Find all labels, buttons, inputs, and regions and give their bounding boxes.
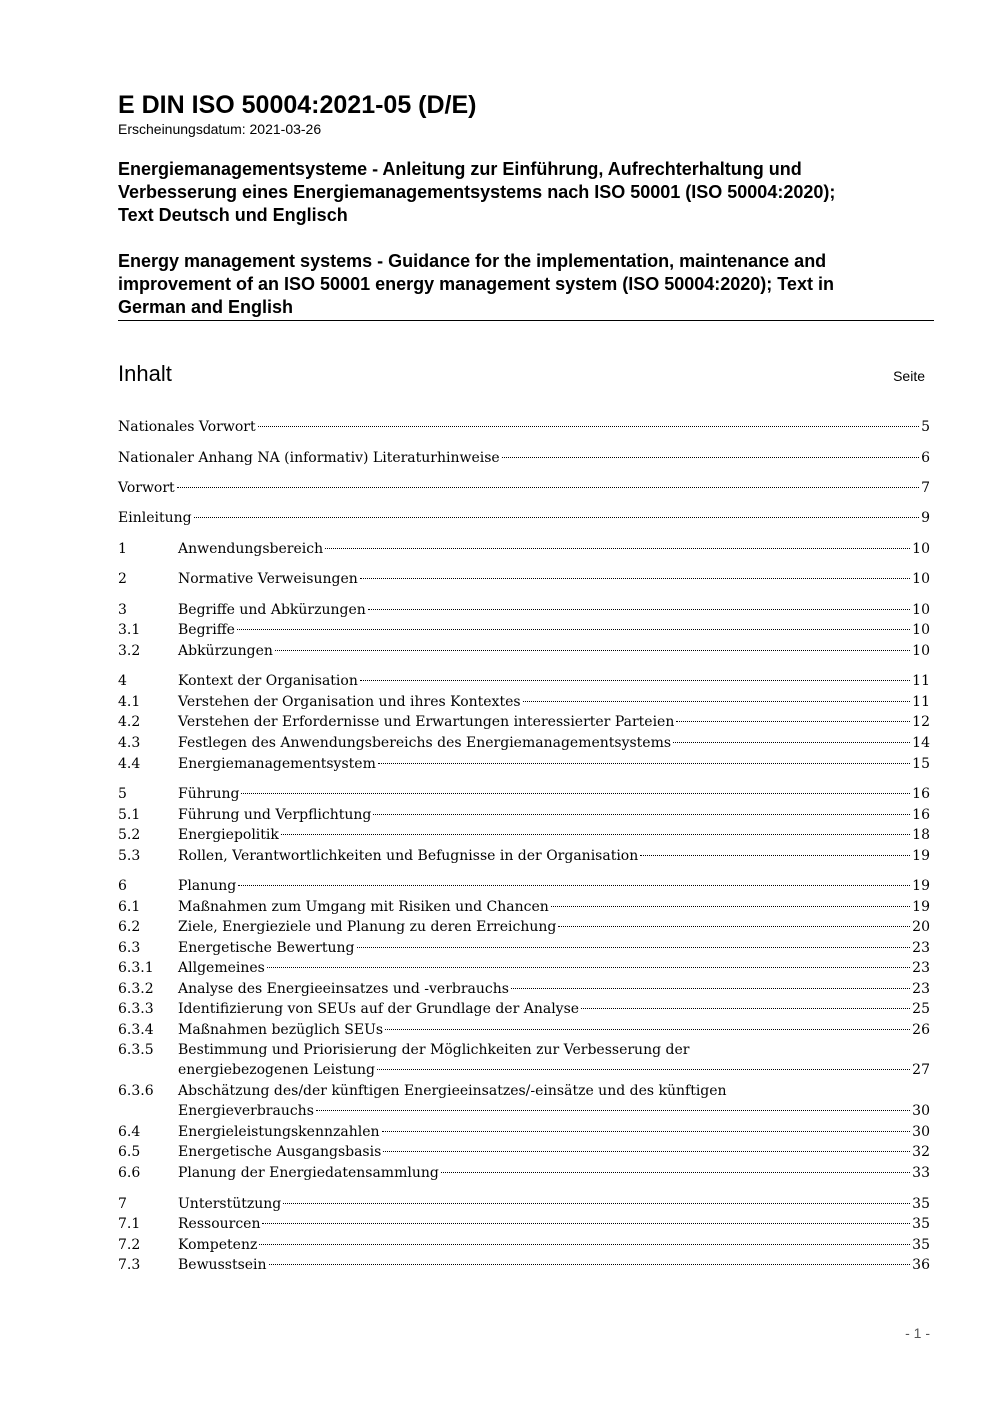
toc-entry-number: 6.2 <box>118 919 141 935</box>
toc-entry[interactable] <box>118 1235 930 1255</box>
toc-entry-text <box>178 1081 930 1121</box>
title-german-line: Energiemanagementsysteme - Anleitung zur Einführung, Aufrechterhaltung und <box>118 159 802 179</box>
toc-entry-page: 19 <box>912 899 930 915</box>
toc-entry[interactable] <box>118 641 930 661</box>
toc-entry[interactable] <box>118 1255 930 1275</box>
toc-entry-title: Kompetenz <box>178 1237 258 1253</box>
toc-entry-title: Normative Verweisungen <box>178 571 358 587</box>
toc-entry-number: 6.3.4 <box>118 1022 154 1038</box>
toc-entry-number: 4.4 <box>118 756 141 772</box>
toc-entry-page: 10 <box>912 602 930 618</box>
toc-entry-number: 6.4 <box>118 1124 141 1140</box>
toc-entry-page: 33 <box>912 1165 930 1181</box>
toc-entry-text <box>178 876 930 896</box>
toc-entry-text <box>178 805 930 825</box>
toc-leader-dots <box>502 457 919 458</box>
toc-leader-dots <box>640 855 910 856</box>
toc-entry-title: Nationaler Anhang NA (informativ) Literaturhinweise <box>118 450 500 466</box>
toc-leader-dots <box>368 609 910 610</box>
toc-entry-page: 12 <box>912 714 930 730</box>
toc-entry[interactable] <box>118 805 930 825</box>
toc-entry[interactable] <box>118 897 930 917</box>
toc-entry-number: 5 <box>118 786 127 802</box>
toc-entry[interactable] <box>118 1142 930 1162</box>
toc-entry-title: Maßnahmen bezüglich SEUs <box>178 1022 384 1038</box>
toc-leader-dots <box>267 967 910 968</box>
toc-entry-number: 1 <box>118 541 127 557</box>
toc-entry-title: Abschätzung des/der künftigen Energieeinsatzes/-einsätze und des künftigen <box>178 1083 727 1099</box>
toc-entry-title: Verstehen der Erfordernisse und Erwartungen interessierter Parteien <box>178 714 675 730</box>
toc-entry-page: 5 <box>921 419 930 435</box>
toc-entry-text <box>178 979 930 999</box>
toc-entry[interactable] <box>118 1122 930 1142</box>
toc-leader-dots <box>177 487 919 488</box>
toc-entry-title: Rollen, Verantwortlichkeiten und Befugnisse in der Organisation <box>178 848 639 864</box>
toc-entry-page: 10 <box>912 571 930 587</box>
toc-entry-page: 7 <box>921 480 930 496</box>
toc-entry-title: Festlegen des Anwendungsbereichs des Energiemanagementsystems <box>178 735 672 751</box>
toc-entry[interactable] <box>118 1081 930 1121</box>
toc-entry-page: 9 <box>921 510 930 526</box>
toc-entry-title: Energetische Ausgangsbasis <box>178 1144 382 1160</box>
toc-entry[interactable] <box>118 917 930 937</box>
toc-leader-dots <box>258 426 920 427</box>
toc-entry-text <box>178 712 930 732</box>
toc-entry-title: Begriffe <box>178 622 235 638</box>
toc-entry-number: 6.5 <box>118 1144 141 1160</box>
toc-entry-number: 7.1 <box>118 1216 141 1232</box>
title-german-line: Text Deutsch und Englisch <box>118 205 348 225</box>
toc-entry-title-continued: Energieverbrauchs <box>178 1103 314 1119</box>
toc-entry[interactable] <box>118 478 930 498</box>
toc-entry-number: 7 <box>118 1196 127 1212</box>
toc-entry-title: Begriffe und Abkürzungen <box>178 602 366 618</box>
toc-leader-dots <box>262 1223 910 1224</box>
toc-entry-title: Einleitung <box>118 510 192 526</box>
toc-entry-page: 30 <box>912 1103 930 1119</box>
toc-leader-dots <box>269 1264 911 1265</box>
toc-leader-dots <box>194 517 920 518</box>
toc-entry-title: Vorwort <box>118 480 175 496</box>
toc-leader-dots <box>385 1029 910 1030</box>
toc-entry-number: 6.3.2 <box>118 981 154 997</box>
toc-entry-title: Ressourcen <box>178 1216 261 1232</box>
toc-entry-number: 3.2 <box>118 643 141 659</box>
toc-leader-dots <box>523 701 911 702</box>
toc-entry-number: 6.6 <box>118 1165 141 1181</box>
toc-entry-text <box>178 671 930 691</box>
toc-entry-page: 10 <box>912 622 930 638</box>
toc-entry-text <box>118 417 930 437</box>
title-divider <box>118 320 934 321</box>
toc-entry-text <box>178 958 930 978</box>
toc-page-label: Seite <box>893 368 925 384</box>
toc-entry[interactable] <box>118 569 930 589</box>
toc-entry-title: Bestimmung und Priorisierung der Möglichkeiten zur Verbesserung der <box>178 1042 690 1058</box>
toc-leader-dots <box>676 721 910 722</box>
toc-entry-text <box>178 1040 930 1080</box>
toc-entry-title: Planung <box>178 878 237 894</box>
toc-entry[interactable] <box>118 712 930 732</box>
toc-entry[interactable] <box>118 825 930 845</box>
toc-entry-text <box>178 641 930 661</box>
title-english-line: Energy management systems - Guidance for the implementation, maintenance and <box>118 251 827 271</box>
toc-entry-title: Führung und Verpflichtung <box>178 807 372 823</box>
toc-entry-number: 4.1 <box>118 694 141 710</box>
toc-entry-number: 6.1 <box>118 899 141 915</box>
toc-entry-text <box>178 1194 930 1214</box>
toc-entry-text <box>178 620 930 640</box>
toc-entry[interactable] <box>118 784 930 804</box>
toc-leader-dots <box>281 834 910 835</box>
toc-entry[interactable] <box>118 754 930 774</box>
toc-entry-text <box>178 1255 930 1275</box>
toc-entry-page: 30 <box>912 1124 930 1140</box>
toc-leader-dots <box>551 906 910 907</box>
toc-leader-dots <box>241 793 910 794</box>
toc-entry-title-continued: energiebezogenen Leistung <box>178 1062 375 1078</box>
toc-entry-number: 6 <box>118 878 127 894</box>
toc-leader-dots <box>382 1131 911 1132</box>
toc-entry-title: Unterstützung <box>178 1196 282 1212</box>
toc-entry[interactable] <box>118 958 930 978</box>
toc-entry-page: 15 <box>912 756 930 772</box>
toc-entry[interactable] <box>118 733 930 753</box>
toc-entry[interactable] <box>118 999 930 1019</box>
toc-entry-text <box>178 938 930 958</box>
toc-entry-page: 19 <box>912 848 930 864</box>
toc-entry-title: Planung der Energiedatensammlung <box>178 1165 439 1181</box>
toc-entry-number: 4 <box>118 673 127 689</box>
toc-entry[interactable] <box>118 600 930 620</box>
toc-leader-dots <box>581 1008 910 1009</box>
document-id: E DIN ISO 50004:2021-05 (D/E) <box>118 91 477 119</box>
toc-leader-dots <box>275 650 910 651</box>
toc-leader-dots <box>283 1203 910 1204</box>
toc-entry-text <box>178 754 930 774</box>
toc-entry[interactable] <box>118 1163 930 1183</box>
toc-entry-text <box>178 539 930 559</box>
toc-entry-page: 25 <box>912 1001 930 1017</box>
toc-entry[interactable] <box>118 1040 930 1080</box>
toc-entry-title: Energiemanagementsystem <box>178 756 376 772</box>
toc-entry-page: 11 <box>912 694 930 710</box>
toc-leader-dots <box>558 926 910 927</box>
title-english <box>118 250 938 319</box>
toc-entry-text <box>178 600 930 620</box>
toc-leader-dots <box>673 742 910 743</box>
title-english-line: improvement of an ISO 50001 energy management system (ISO 50004:2020); Text in <box>118 274 834 294</box>
toc-leader-dots <box>373 814 910 815</box>
toc-entry-page: 19 <box>912 878 930 894</box>
toc-entry-number: 4.3 <box>118 735 141 751</box>
toc-entry-page: 11 <box>912 673 930 689</box>
toc-entry-title: Abkürzungen <box>178 643 273 659</box>
toc-entry-text <box>178 1142 930 1162</box>
toc-entry-text <box>178 1214 930 1234</box>
toc-entry[interactable] <box>118 508 930 528</box>
toc-entry-title: Nationales Vorwort <box>118 419 256 435</box>
toc-entry-number: 7.2 <box>118 1237 141 1253</box>
toc-entry-number: 6.3.3 <box>118 1001 154 1017</box>
toc-entry-number: 6.3 <box>118 940 141 956</box>
toc-entry-page: 6 <box>921 450 930 466</box>
publication-date: Erscheinungsdatum: 2021-03-26 <box>118 121 322 137</box>
toc-leader-dots <box>378 763 910 764</box>
toc-entry-title: Identifizierung von SEUs auf der Grundlage der Analyse <box>178 1001 580 1017</box>
toc-entry-page: 23 <box>912 960 930 976</box>
toc-entry-text <box>178 733 930 753</box>
toc-entry-title: Bewusstsein <box>178 1257 267 1273</box>
title-german-line: Verbesserung eines Energiemanagementsystems nach ISO 50001 (ISO 50004:2020); <box>118 182 836 202</box>
toc-entry-number: 4.2 <box>118 714 141 730</box>
toc-entry-number: 5.1 <box>118 807 141 823</box>
toc-entry-text <box>178 692 930 712</box>
toc-entry-text <box>178 917 930 937</box>
toc-entry-page: 27 <box>912 1062 930 1078</box>
toc-entry-text <box>178 1163 930 1183</box>
toc-entry-page: 16 <box>912 786 930 802</box>
toc-entry[interactable] <box>118 692 930 712</box>
toc-entry-text <box>178 999 930 1019</box>
toc-entry-text <box>178 1020 930 1040</box>
toc-entry-title: Führung <box>178 786 240 802</box>
toc-leader-dots <box>360 578 910 579</box>
toc-entry-title: Energiepolitik <box>178 827 279 843</box>
toc-entry[interactable] <box>118 979 930 999</box>
toc-entry-number: 5.3 <box>118 848 141 864</box>
toc-entry-page: 10 <box>912 643 930 659</box>
title-german <box>118 158 938 227</box>
toc-entry-title: Maßnahmen zum Umgang mit Risiken und Chancen <box>178 899 549 915</box>
toc-leader-dots <box>259 1244 910 1245</box>
title-english-line: German and English <box>118 297 294 317</box>
toc-entry[interactable] <box>118 846 930 866</box>
toc-entry-text <box>178 825 930 845</box>
toc-entry-title: Energieleistungskennzahlen <box>178 1124 380 1140</box>
toc-entry-title: Kontext der Organisation <box>178 673 358 689</box>
toc-entry-title: Energetische Bewertung <box>178 940 355 956</box>
toc-leader-dots <box>237 629 910 630</box>
toc-entry-title: Anwendungsbereich <box>178 541 324 557</box>
toc-entry-page: 10 <box>912 541 930 557</box>
toc-leader-dots <box>325 548 910 549</box>
toc-entry-page: 26 <box>912 1022 930 1038</box>
toc-leader-dots <box>357 947 911 948</box>
toc-leader-dots <box>511 988 910 989</box>
toc-entry-page: 32 <box>912 1144 930 1160</box>
toc-entry-number: 6.3.5 <box>118 1042 154 1058</box>
toc-entry[interactable] <box>118 671 930 691</box>
toc-entry-number: 3.1 <box>118 622 141 638</box>
toc-entry-page: 35 <box>912 1237 930 1253</box>
toc-entry[interactable] <box>118 1020 930 1040</box>
toc-entry-page: 36 <box>912 1257 930 1273</box>
toc-entry-page: 35 <box>912 1196 930 1212</box>
toc-entry-text <box>118 478 930 498</box>
toc-entry[interactable] <box>118 876 930 896</box>
toc-entry[interactable] <box>118 539 930 559</box>
toc-entry-title: Verstehen der Organisation und ihres Kontextes <box>178 694 521 710</box>
toc-leader-dots <box>377 1069 910 1070</box>
toc-leader-dots <box>441 1172 910 1173</box>
toc-entry-number: 3 <box>118 602 127 618</box>
toc-entry-page: 16 <box>912 807 930 823</box>
toc-entry-title: Ziele, Energieziele und Planung zu deren Erreichung <box>178 919 557 935</box>
toc-leader-dots <box>383 1151 910 1152</box>
toc-entry-text <box>178 1235 930 1255</box>
toc-entry-page: 23 <box>912 981 930 997</box>
toc-entry-text <box>118 448 930 468</box>
toc-entry-text <box>178 569 930 589</box>
toc-entry-text <box>178 1122 930 1142</box>
toc-entry-number: 5.2 <box>118 827 141 843</box>
toc-entry-page: 35 <box>912 1216 930 1232</box>
toc-entry-title: Analyse des Energieeinsatzes und -verbrauchs <box>178 981 509 997</box>
toc-entry-number: 7.3 <box>118 1257 141 1273</box>
toc-entry-text <box>178 897 930 917</box>
toc-entry-page: 14 <box>912 735 930 751</box>
toc-entry[interactable] <box>118 417 930 437</box>
toc-entry-text <box>178 846 930 866</box>
toc-entry-text <box>178 784 930 804</box>
toc-entry-page: 18 <box>912 827 930 843</box>
toc-entry[interactable] <box>118 448 930 468</box>
toc-entry-page: 23 <box>912 940 930 956</box>
toc-entry[interactable] <box>118 1194 930 1214</box>
toc-entry[interactable] <box>118 1214 930 1234</box>
toc-entry-title: Allgemeines <box>178 960 265 976</box>
toc-leader-dots <box>316 1110 910 1111</box>
toc-entry[interactable] <box>118 620 930 640</box>
toc-leader-dots <box>360 680 910 681</box>
toc-leader-dots <box>238 885 910 886</box>
toc-entry-number: 2 <box>118 571 127 587</box>
toc-entry-text <box>118 508 930 528</box>
page-number: - 1 - <box>905 1325 930 1341</box>
toc-entry-number: 6.3.1 <box>118 960 154 976</box>
toc-entry-number: 6.3.6 <box>118 1083 154 1099</box>
toc-heading: Inhalt <box>118 361 172 386</box>
toc-entry[interactable] <box>118 938 930 958</box>
toc-entry-page: 20 <box>912 919 930 935</box>
